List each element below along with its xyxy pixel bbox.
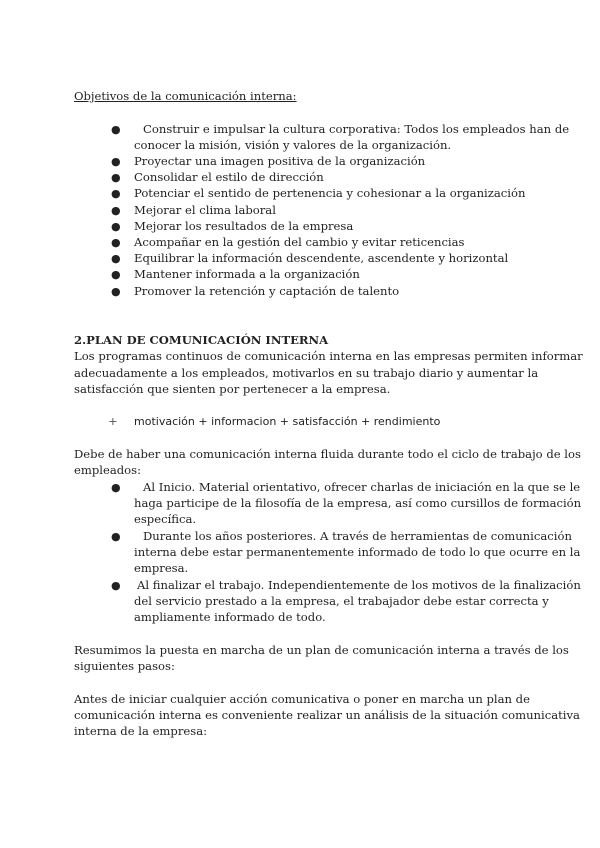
- bullet-icon: ●: [111, 530, 121, 543]
- paragraph-line: interna de la empresa:: [74, 724, 208, 738]
- plus-item-text: motivación + informacion + satisfacción + rendimiento: [134, 415, 441, 428]
- list-item-text: Potenciar el sentido de pertenencia y cohesionar a la organización: [134, 186, 526, 200]
- bullet-icon: ●: [111, 481, 121, 494]
- list-item-text: Promover la retención y captación de talento: [134, 284, 400, 298]
- bullet-icon: ●: [111, 155, 121, 168]
- bullet-icon: ●: [111, 123, 121, 136]
- paragraph-line: adecuadamente a los empleados, motivarlos en su trabajo diario y aumentar la: [74, 366, 539, 380]
- paragraph-line: comunicación interna es conveniente realizar un análisis de la situación comunicativa: [74, 708, 580, 722]
- bullet-icon: ●: [111, 579, 121, 592]
- paragraph-line: empleados:: [74, 463, 142, 477]
- bullet-icon: ●: [111, 285, 121, 298]
- paragraph-line: Los programas continuos de comunicación interna en las empresas permiten informar: [74, 349, 583, 363]
- plan-heading: 2.PLAN DE COMUNICACIÓN INTERNA: [74, 333, 329, 347]
- list-item-text: interna debe estar permanentemente informado de todo lo que ocurre en la: [134, 545, 581, 559]
- bullet-icon: ●: [111, 268, 121, 281]
- bullet-icon: ●: [111, 236, 121, 249]
- bullet-icon: ●: [111, 204, 121, 217]
- bullet-icon: ●: [111, 171, 121, 184]
- list-item-text: Equilibrar la información descendente, ascendente y horizontal: [134, 251, 509, 265]
- list-item-text: Consolidar el estilo de dirección: [134, 170, 324, 184]
- list-item-text: Mejorar el clima laboral: [134, 203, 276, 217]
- list-item-text: empresa.: [134, 561, 189, 575]
- list-item-text: Durante los años posteriores. A través de herramientas de comunicación: [143, 529, 572, 543]
- paragraph-line: Debe de haber una comunicación interna fluida durante todo el ciclo de trabajo de los: [74, 447, 581, 461]
- paragraph-line: siguientes pasos:: [74, 659, 175, 673]
- list-item-text: Proyectar una imagen positiva de la organización: [134, 154, 426, 168]
- list-item-text: Acompañar en la gestión del cambio y evitar reticencias: [134, 235, 465, 249]
- bullet-icon: ●: [111, 252, 121, 265]
- paragraph-line: Resumimos la puesta en marcha de un plan de comunicación interna a través de los: [74, 643, 569, 657]
- list-item-text: del servicio prestado a la empresa, el trabajador debe estar correcta y: [134, 594, 549, 608]
- paragraph-line: Antes de iniciar cualquier acción comunicativa o poner en marcha un plan de: [74, 692, 530, 706]
- paragraph-line: satisfacción que sienten por pertenecer a la empresa.: [74, 382, 391, 396]
- list-item-text: haga participe de la filosofía de la empresa, así como cursillos de formación: [134, 496, 582, 510]
- plus-icon: +: [108, 414, 118, 428]
- list-item-text: Al Inicio. Material orientativo, ofrecer charlas de iniciación en la que se le: [143, 480, 581, 494]
- objectives-heading: Objetivos de la comunicación interna:: [74, 89, 297, 103]
- list-item-text: Al finalizar el trabajo. Independientemente de los motivos de la finalización: [137, 578, 581, 592]
- list-item-text: conocer la misión, visión y valores de la organización.: [134, 138, 452, 152]
- bullet-icon: ●: [111, 220, 121, 233]
- list-item-text: específica.: [134, 512, 197, 526]
- bullet-icon: ●: [111, 187, 121, 200]
- list-item-text: Mantener informada a la organización: [134, 267, 360, 281]
- list-item-text: ampliamente informado de todo.: [134, 610, 326, 624]
- list-item-text: Construir e impulsar la cultura corporativa: Todos los empleados han de: [143, 122, 570, 136]
- list-item-text: Mejorar los resultados de la empresa: [134, 219, 354, 233]
